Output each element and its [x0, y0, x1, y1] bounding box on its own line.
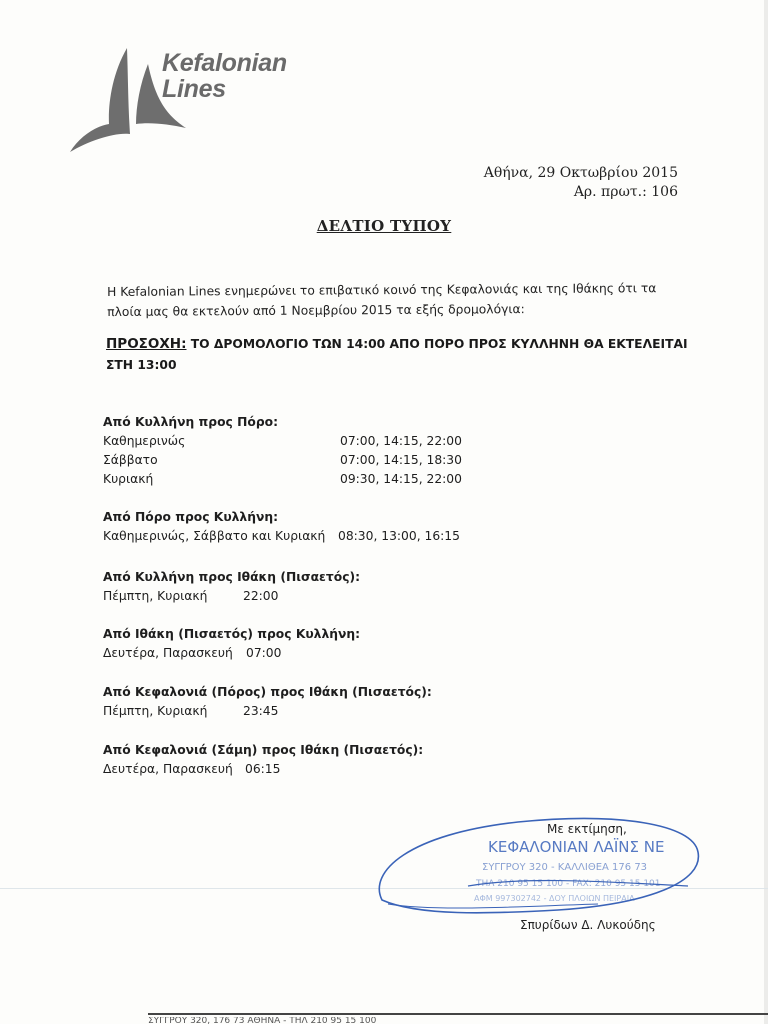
- protocol-number: Αρ. πρωτ.: 106: [573, 184, 678, 200]
- footer-rule: [148, 1013, 768, 1015]
- schedule-section: [103, 683, 583, 721]
- schedule-heading: Από Κεφαλονιά (Πόρος) προς Ιθάκη (Πισαετός):: [103, 685, 432, 699]
- date-protocol-block: [484, 164, 678, 202]
- svg-text:ΤΗΛ 210 95 15 100 - FAX: 210 9: ΤΗΛ 210 95 15 100 - FAX: 210 95 15 101: [476, 879, 661, 889]
- schedule-heading: Από Κεφαλονιά (Σάμη) προς Ιθάκη (Πισαετός):: [103, 743, 424, 757]
- schedule-days: Καθημερινώς: [103, 434, 186, 448]
- schedule-times: 22:00: [243, 589, 279, 603]
- schedule-times: 07:00: [246, 646, 282, 660]
- schedule-row: [103, 702, 583, 721]
- schedule-row: [103, 644, 583, 663]
- svg-text:ΑΦΜ 997302742 - ΔΟΥ ΠΛΟΙΩΝ ΠΕΙ: ΑΦΜ 997302742 - ΔΟΥ ΠΛΟΙΩΝ ΠΕΙΡΑΙΑ: [474, 894, 635, 903]
- notice-paragraph: [106, 334, 696, 376]
- schedule-section: [103, 625, 583, 663]
- schedule-heading: Από Πόρο προς Κυλλήνη:: [103, 510, 278, 524]
- schedule-times: 06:15: [245, 762, 281, 776]
- closing-salutation: Με εκτίμηση,: [547, 822, 627, 836]
- schedule-heading: Από Ιθάκη (Πισαετός) προς Κυλλήνη:: [103, 627, 361, 641]
- svg-text:ΚΕΦΑΛΟΝΙΑΝ ΛΑΪΝΣ ΝΕ: ΚΕΦΑΛΟΝΙΑΝ ΛΑΪΝΣ ΝΕ: [488, 838, 665, 856]
- schedule-days: Πέμπτη, Κυριακή: [103, 704, 208, 718]
- document-title: ΔΕΛΤΙΟ ΤΥΠΟΥ: [316, 217, 452, 235]
- logo-brand-line2: Lines: [162, 75, 226, 103]
- schedule-times: 23:45: [243, 704, 279, 718]
- schedule-row: [103, 470, 583, 489]
- logo-wordmark: [162, 50, 287, 102]
- schedule-times: 08:30, 13:00, 16:15: [338, 529, 460, 543]
- schedule-days: Καθημερινώς, Σάββατο και Κυριακή: [103, 529, 326, 543]
- schedule-times: 07:00, 14:15, 22:00: [340, 434, 462, 448]
- schedule-days: Σάββατο: [103, 453, 158, 467]
- schedule-row: [103, 451, 583, 470]
- svg-text:ΣΥΓΓΡΟΥ 320 - ΚΑΛΛΙΘΕΑ 176 73: ΣΥΓΓΡΟΥ 320 - ΚΑΛΛΙΘΕΑ 176 73: [482, 862, 648, 873]
- schedule-row: [103, 432, 583, 451]
- document-date: Αθήνα, 29 Οκτωβρίου 2015: [483, 165, 678, 181]
- company-stamp: [368, 812, 708, 922]
- schedule-row: [103, 760, 583, 779]
- schedule-days: Πέμπτη, Κυριακή: [103, 589, 208, 603]
- intro-paragraph: Η Kefalonian Lines ενημερώνει το επιβατικό κοινό της Κεφαλονιάς και της Ιθάκης ότι τα πλοία μας θα εκτελούν από 1 Νοεμβρίου 2015 τα εξής δρομολόγια:: [107, 281, 657, 319]
- schedule-times: 07:00, 14:15, 18:30: [340, 453, 462, 467]
- schedule-section: [103, 508, 583, 546]
- schedule-row: [103, 587, 583, 606]
- signer-name: Σπυρίδων Δ. Λυκούδης: [520, 918, 656, 932]
- schedule-section: [103, 413, 583, 489]
- page-edge-shadow: [764, 0, 768, 1024]
- schedule-section: [103, 568, 583, 606]
- schedule-row: [103, 527, 583, 546]
- notice-label: ΠΡΟΣΟΧΗ:: [106, 336, 187, 352]
- schedule-heading: Από Κυλλήνη προς Ιθάκη (Πισαετός):: [103, 570, 361, 584]
- schedule-days: Δευτέρα, Παρασκευή: [103, 762, 233, 776]
- schedule-days: Δευτέρα, Παρασκευή: [103, 646, 233, 660]
- footer-address: ΣΥΓΓΡΟΥ 320, 176 73 ΑΘΗΝΑ - ΤΗΛ 210 95 15 100: [148, 1017, 377, 1024]
- schedule-section: [103, 741, 583, 779]
- logo-brand-line1: Kefalonian: [162, 49, 287, 77]
- schedule-heading: Από Κυλλήνη προς Πόρο:: [103, 415, 278, 429]
- schedule-times: 09:30, 14:15, 22:00: [340, 472, 462, 486]
- schedule-days: Κυριακή: [103, 472, 154, 486]
- notice-text: ΤΟ ΔΡΟΜΟΛΟΓΙΟ ΤΩΝ 14:00 ΑΠΟ ΠΟΡΟ ΠΡΟΣ ΚΥΛΛΗΝΗ ΘΑ ΕΚΤΕΛΕΙΤΑΙ ΣΤΗ 13:00: [106, 337, 688, 372]
